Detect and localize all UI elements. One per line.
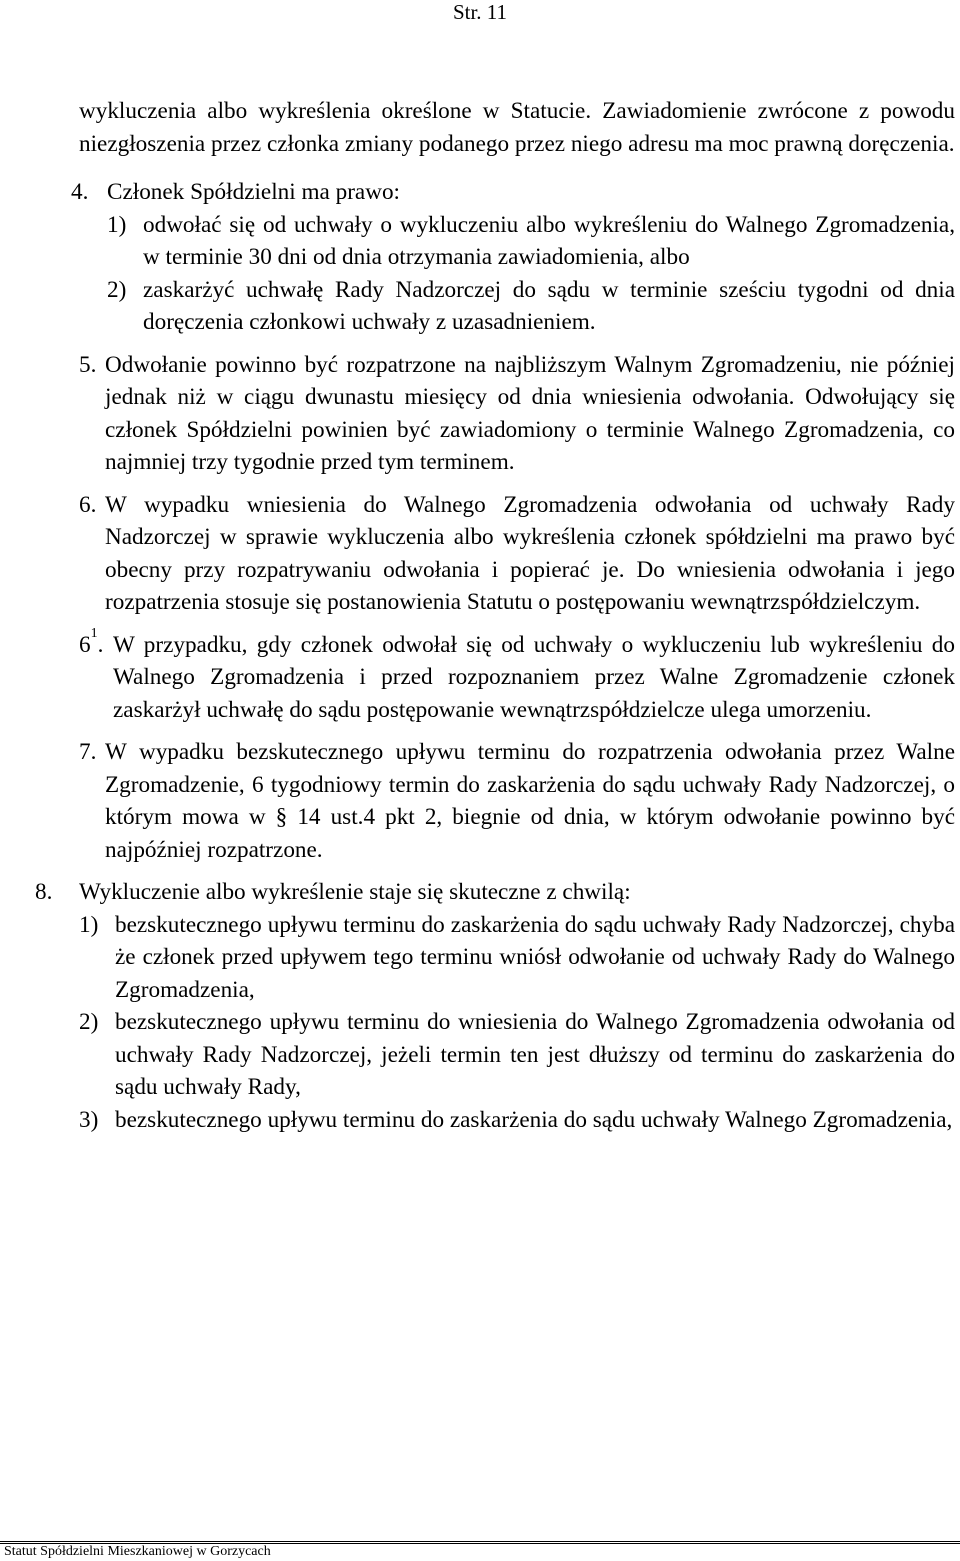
intro-paragraph: wykluczenia albo wykreślenia określone w Statucie. Zawiadomienie zwrócone z powodu niezgłoszenia przez członka zmiany podanego przez niego adresu ma moc prawną doręczenia. — [79, 98, 955, 157]
section-6 — [79, 489, 955, 619]
section-8-subitem — [79, 1104, 955, 1137]
section-6-1 — [79, 625, 955, 727]
section-5 — [79, 349, 955, 479]
section-4-number: 4. — [71, 179, 89, 205]
subitem-text: bezskutecznego upływu terminu do zaskarżenia do sądu uchwały Walnego Zgromadzenia, — [115, 1106, 953, 1133]
subitem-text: zaskarżyć uchwałę Rady Nadzorczej do sądu w terminie sześciu tygodni od dnia doręczenia członkowi uchwały z uzasadnieniem. — [143, 276, 955, 335]
section-4-text: Członek Spółdzielni ma prawo: — [107, 179, 401, 205]
section-5-number: 5. — [79, 351, 97, 378]
subitem-text: bezskutecznego upływu terminu do zaskarżenia do sądu uchwały Rady Nadzorczej, chyba że członek przed upływem tego terminu wniósł odwołanie od uchwały Rady do Walnego Zgromadzenia, — [115, 911, 955, 1003]
subitem-text: odwołać się od uchwały o wykluczeniu albo wykreśleniu do Walnego Zgromadzenia, w terminie 30 dni od dnia otrzymania zawiadomienia, albo — [143, 211, 955, 270]
section-7-number: 7. — [79, 739, 97, 765]
section-6-1-number: $6^1$. — [79, 625, 104, 658]
page-number: Str. 11 — [452, 0, 508, 24]
subitem-number: 1) — [79, 911, 99, 938]
section-8-subitem — [79, 1006, 955, 1104]
document-body — [35, 95, 955, 1136]
subitem-number: 1) — [107, 211, 127, 238]
footer-text: Statut Spółdzielni Mieszkaniowej w Gorzycach — [4, 1544, 271, 1559]
section-8 — [35, 876, 955, 1136]
section-8-subitem — [79, 909, 955, 1007]
section-7 — [79, 736, 955, 866]
section-8-number: 8. — [35, 879, 53, 905]
subitem-number: 2) — [79, 1009, 99, 1035]
section-4-subitem — [107, 274, 955, 339]
section-4 — [71, 176, 955, 339]
section-5-text: Odwołanie powinno być rozpatrzone na najbliższym Walnym Zgromadzeniu, nie później jednak niż w ciągu dwunastu miesięcy od dnia wniesienia odwołania. Odwołujący się członek Spółdzielni powinien być zawiadomiony o terminie Walnego Zgromadzenia, co najmniej trzy tygodnie przed tym terminem. — [105, 351, 955, 475]
section-6-text: W wypadku wniesienia do Walnego Zgromadzenia odwołania od uchwały Rady Nadzorczej w sprawie wykluczenia albo wykreślenia członek spółdzielni ma prawo być obecny przy rozpatrywaniu odwołania i popierać je. Do wniesienia odwołania i jego rozpatrzenia stosuje się postanowienia Statutu o postępowaniu wewnątrzspółdzielczym. — [105, 491, 955, 615]
section-6-number: 6. — [79, 491, 97, 518]
subitem-text: bezskutecznego upływu terminu do wniesienia do Walnego Zgromadzenia odwołania od uchwały Rady Nadzorczej, jeżeli termin ten jest dłuższy od terminu do zaskarżenia do sądu uchwały Rady, — [115, 1009, 955, 1100]
section-8-text: Wykluczenie albo wykreślenie staje się skuteczne z chwilą: — [79, 879, 631, 905]
subitem-number: 3) — [79, 1106, 99, 1133]
subitem-number: 2) — [107, 276, 127, 303]
section-4-subitem — [107, 209, 955, 274]
section-6-1-text: W przypadku, gdy członek odwołał się od uchwały o wykluczeniu lub wykreśleniu do Walnego Zgromadzenia i przed rozpoznaniem przez Walne Zgromadzenie członek zaskarżył uchwałę do sądu postępowanie wewnątrzspółdzielcze ulega umorzeniu. — [113, 631, 955, 723]
section-7-text: W wypadku bezskutecznego upływu terminu do rozpatrzenia odwołania przez Walne Zgromadzenie, 6 tygodniowy termin do zaskarżenia do sądu uchwały Rady Nadzorczej, o którym mowa w § 14 ust.4 pkt 2, biegnie od dnia, w którym odwołanie powinno być najpóźniej rozpatrzone. — [105, 739, 955, 863]
